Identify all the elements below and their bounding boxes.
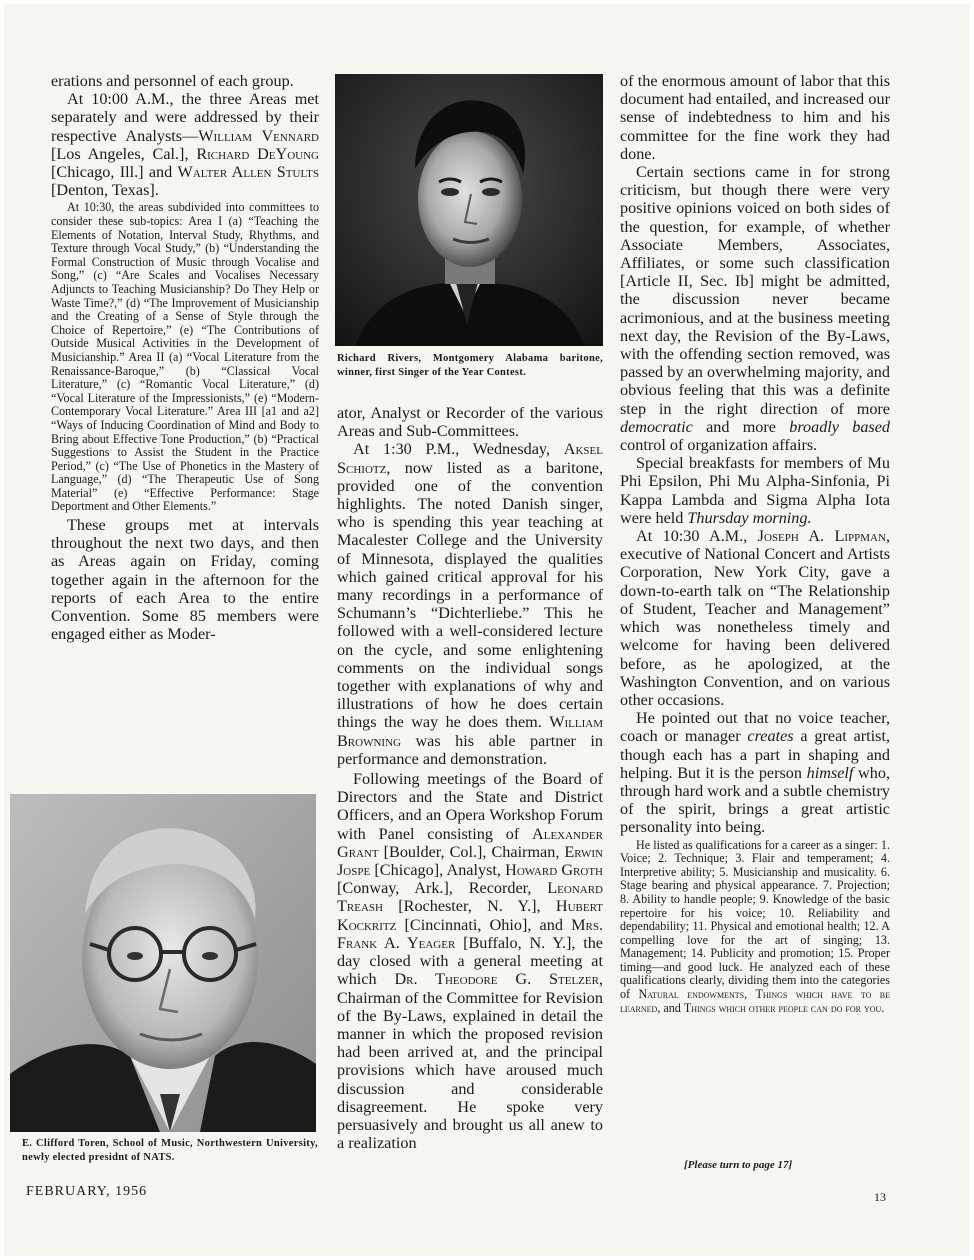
photo-e-clifford-toren <box>10 794 316 1132</box>
paragraph: At 1:30 P.M., Wednesday, Aksel Schiotz, now listed as a baritone, provided one of the convention highlights. The noted Danish singer, who is spending this year teaching at Macalester College and the University of Minnesota, displayed the qualities which gained critical approval for his many recordings in a performance of Schumann’s “Dichterliebe.” This he followed with a well-considered lecture on the cycle, and some enlightening comments on the individual songs together with explanations of why and illustrations of how he does certain things the way he does them. William Browning was his able partner in performance and demonstration. <box>337 440 603 768</box>
paragraph: ator, Analyst or Recorder of the various Areas and Sub-Committees. <box>337 404 603 441</box>
paragraph: These groups met at intervals throughout the next two days, and then as Areas again on Friday, coming together again in the afternoon for the reports of each Area to the entire Convention. Some 85 members were engaged either as Moder- <box>51 516 319 644</box>
photo-caption: E. Clifford Toren, School of Music, Northwestern University, newly elected presidnt of NATS. <box>22 1138 318 1163</box>
paragraph: He listed as qualifications for a career as a singer: 1. Voice; 2. Technique; 3. Flair and temperament; 4. Interpretive ability; 5. Musicianship and musicality. 6. Stage bearing and physical appearance. 7. Projection; 8. Ability to handle people; 9. Knowledge of the basic repertoire for his voice; 10. Reliability and dependability; 11. Physical and emotional health; 12. A compelling love for the art of singing; 13. Management; 14. Publicity and promotion; 15. Proper timing—and good luck. He analyzed each of these qualifications clearly, dividing them into the categories of Natural endowments, Things which have to be learned, and Things which other people can do for you. <box>620 837 890 1015</box>
photo-caption: Richard Rivers, Montgomery Alabama baritone, winner, first Singer of the Year Contest. <box>337 353 603 378</box>
portrait-image <box>10 794 316 1132</box>
issue-date: FEBRUARY, 1956 <box>26 1184 148 1199</box>
paragraph: of the enormous amount of labor that this document had entailed, and increased our sense of indebtedness to him and his committee for the fine work they had done. <box>620 72 890 163</box>
column-middle <box>337 404 603 1152</box>
paragraph: At 10:30 A.M., Joseph A. Lippman, executive of National Concert and Artists Corporation, New York City, gave a down-to-earth talk on “The Relationship of Student, Teacher and Management” which was nonetheless timely and welcome for having been delivered before, as he apologized, at the Washington Convention, and on various other occasions. <box>620 527 890 709</box>
paragraph: At 10:30, the areas subdivided into committees to consider these sub-topics: Area I (a) “Teaching the Elements of Notation, Interval Study, Rhythms, and Texture through Vocal Study,” (b) “Understanding the Formal Construction of Music through Vocalise and Song,” (c) “Are Scales and Vocalises Necessary Adjuncts to Teaching Musicianship? Do They Help or Waste Time?,” (d) “The Improvement of Musicianship and the Creating of a Sense of Style through the Choice of Repertoire,” (e) “The Contributions of Outside Musical Activities in the Development of Musicianship.” Area II (a) “Vocal Literature from the Renaissance-Baroque,” (b) “Classical Vocal Literature,” (c) “Romantic Vocal Literature,” (d) “Vocal Literature of the Impressionists,” (e) “Modern-Contemporary Vocal Literature.” Area III [a1 and a2] “Ways of Inducing Coordination of Mind and Body to Bring about Effective Tone Production,” (b) “Practical Suggestions to Assist the Student in the Practice Period,” (c) “The Use of Phonetics in the Mastery of Language,” (d) “The Therapeutic Use of Song Material” (e) “Effective Performance: Stage Deportment and Other Elements.” <box>51 200 319 514</box>
column-right <box>620 72 890 1015</box>
paragraph: Following meetings of the Board of Directors and the State and District Officers, and an Opera Workshop Forum with Panel consisting of Alexander Grant [Boulder, Col.], Chairman, Erwin Jospe [Chicago], Analyst, Howard Groth [Conway, Ark.], Recorder, Leonard Treash [Rochester, N. Y.], Hubert Kockritz [Cincinnati, Ohio], and Mrs. Frank A. Yeager [Buffalo, N. Y.], the day closed with a general meeting at which Dr. Theodore G. Stelzer, Chairman of the Committee for Revision of the By-Laws, explained in detail the manner in which the proposed revision had been arrived at, and the principal provisions which have aroused much discussion and considerable disagreement. He spoke very persuasively and brought us all anew to a realization <box>337 770 603 1153</box>
paragraph: Certain sections came in for strong criticism, but though there were very positive opinions voiced on both sides of the question, for example, of whether Associate Members, Associates, Affiliates, or some such classification [Article II, Sec. Ib] might be admitted, the discussion never became acrimonious, and at the business meeting next day, the Revision of the By-Laws, with the offending section removed, was passed by an overwhelming majority, and obvious feeling that this was a definite step in the right direction of more democratic and more broadly based control of organization affairs. <box>620 163 890 455</box>
magazine-page <box>4 4 970 1256</box>
paragraph: erations and personnel of each group. <box>51 72 294 90</box>
paragraph: At 10:00 A.M., the three Areas met separately and were addressed by their respective Analysts—William Vennard [Los Angeles, Cal.], Richard DeYoung [Chicago, Ill.] and Walter Allen Stults [Denton, Texas]. <box>51 90 320 200</box>
photo-richard-rivers <box>335 74 603 346</box>
portrait-image <box>335 74 603 346</box>
paragraph: Special breakfasts for members of Mu Phi Epsilon, Phi Mu Alpha-Sinfonia, Pi Kappa Lambda and Sigma Alpha Iota were held Thursday morning. <box>620 454 890 527</box>
paragraph: He pointed out that no voice teacher, coach or manager creates a great artist, though each has a part in shaping and helping. But it is the person himself who, through hard work and a subtle chemistry of the spirit, brings a great artistic personality into being. <box>620 709 890 837</box>
continued-note: [Please turn to page 17] <box>684 1159 793 1171</box>
page-number: 13 <box>874 1190 886 1204</box>
column-left <box>51 72 319 644</box>
